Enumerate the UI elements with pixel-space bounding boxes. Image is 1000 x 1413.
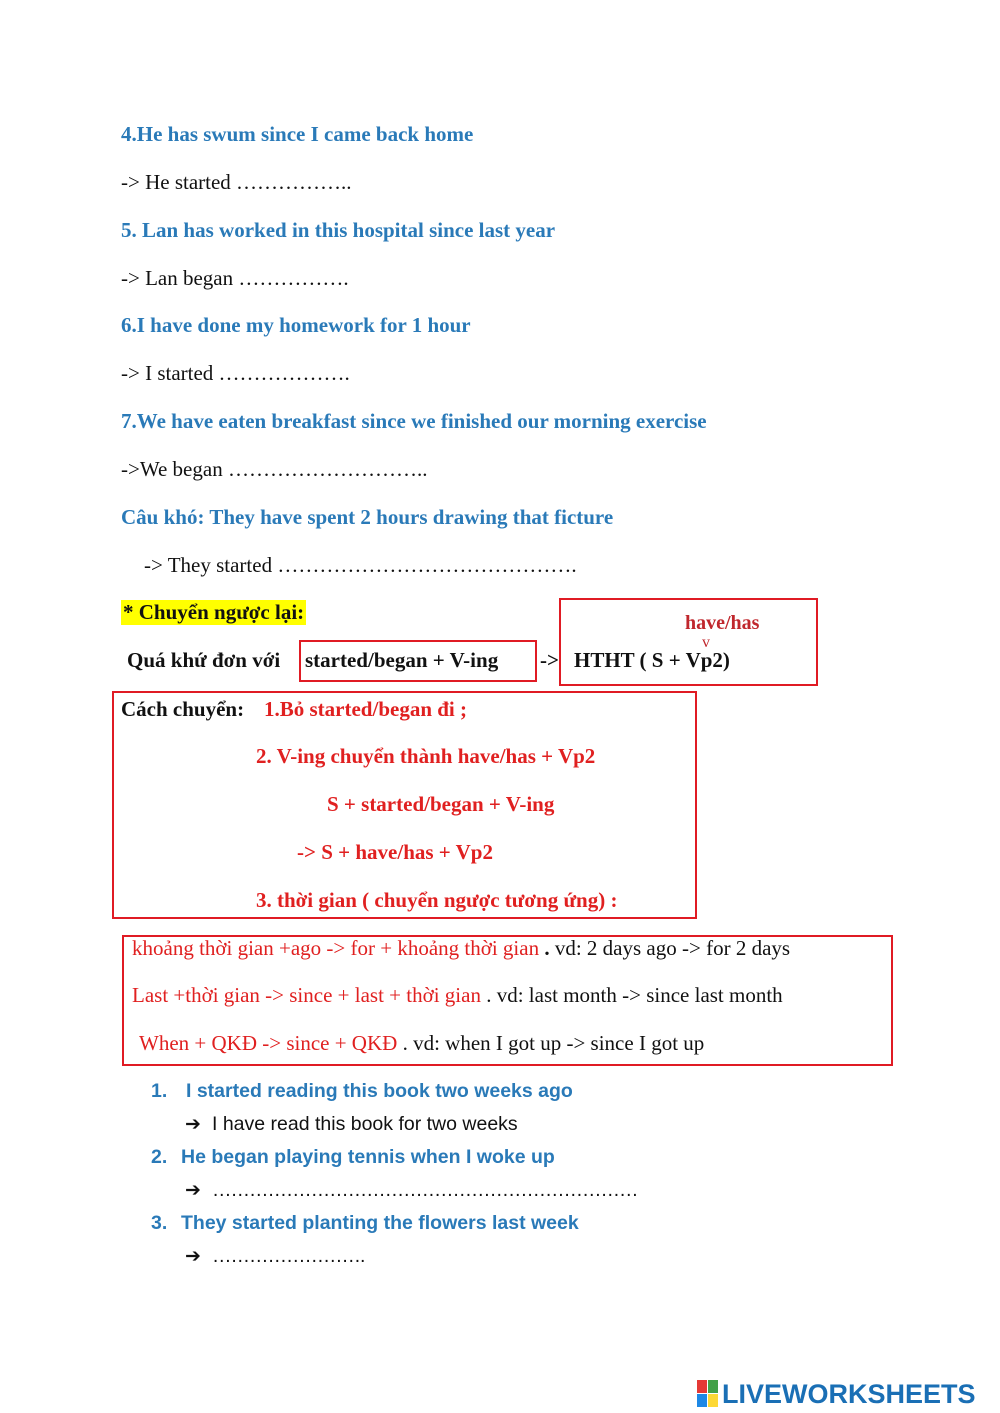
exercise-1-prompt: I started reading this book two weeks ago xyxy=(186,1080,573,1102)
exercise-1-number: 1. xyxy=(151,1080,168,1102)
method-label: Cách chuyển: xyxy=(121,697,245,721)
caret-mark: v xyxy=(702,634,710,651)
time-rule-sep: . xyxy=(539,936,555,960)
time-rule-example: vd: 2 days ago -> for 2 days xyxy=(554,936,791,960)
arrow-icon: ➔ xyxy=(185,1180,201,1201)
method-pattern-to: -> S + have/has + Vp2 xyxy=(297,840,493,864)
arrow-icon: ➔ xyxy=(185,1246,201,1267)
time-rule-example: vd: when I got up -> since I got up xyxy=(413,1031,705,1055)
time-rule-example: vd: last month -> since last month xyxy=(496,983,783,1007)
brand-name: LIVEWORKSHEETS xyxy=(722,1378,976,1409)
method-step-3: 3. thời gian ( chuyển ngược tương ứng) : xyxy=(256,888,618,912)
formula-prefix: Quá khứ đơn với xyxy=(127,648,281,672)
brand-badge-icon xyxy=(697,1380,718,1407)
time-rule-sep: . xyxy=(480,983,497,1007)
question-4-answer: -> He started …………….. xyxy=(121,170,352,194)
question-5-answer: -> Lan began ……………. xyxy=(121,266,349,290)
time-rule-row xyxy=(139,1031,704,1056)
question-5-prompt: 5. Lan has worked in this hospital since last year xyxy=(121,218,556,242)
time-rule-text: Last +thời gian -> since + last + thời gian xyxy=(132,983,481,1007)
time-rule-row xyxy=(132,983,783,1008)
method-pattern-from: S + started/began + V-ing xyxy=(327,792,555,816)
question-hard-prompt: Câu khó: They have spent 2 hours drawing that ficture xyxy=(121,505,614,529)
question-6-prompt: 6.I have done my homework for 1 hour xyxy=(121,313,471,337)
question-7-answer: ->We began ……………………….. xyxy=(121,457,428,481)
exercise-2-prompt: He began playing tennis when I woke up xyxy=(181,1146,555,1168)
method-step-2: 2. V-ing chuyển thành have/has + Vp2 xyxy=(256,744,596,768)
time-rule-sep: . xyxy=(397,1031,414,1055)
arrow-icon: ➔ xyxy=(185,1114,201,1135)
question-hard-answer: -> They started ……………………………………. xyxy=(144,553,577,577)
exercise-1-answer: I have read this book for two weeks xyxy=(212,1113,518,1135)
question-7-prompt: 7.We have eaten breakfast since we finished our morning exercise xyxy=(121,409,707,433)
exercise-2-answer-blank[interactable]: …………………………………………………………… xyxy=(212,1179,638,1201)
time-rule-text: When + QKĐ -> since + QKĐ xyxy=(139,1031,398,1055)
question-4-prompt: 4.He has swum since I came back home xyxy=(121,122,474,146)
question-6-answer: -> I started ………………. xyxy=(121,361,350,385)
exercise-2-number: 2. xyxy=(151,1146,168,1168)
exercise-3-answer-blank[interactable]: ……………………. xyxy=(212,1245,365,1267)
formula-boxed-text: started/began + V-ing xyxy=(305,648,499,672)
exercise-3-prompt: They started planting the flowers last week xyxy=(181,1212,579,1234)
method-step-1: 1.Bỏ started/began đi ; xyxy=(264,697,468,721)
htht-formula: HTHT ( S + Vp2) xyxy=(574,648,730,672)
reverse-heading: * Chuyển ngược lại: xyxy=(123,600,305,624)
brand-logo[interactable] xyxy=(697,1378,976,1409)
have-has-label: have/has xyxy=(685,612,760,634)
time-rule-text: khoảng thời gian +ago -> for + khoảng thời gian xyxy=(132,936,540,960)
formula-arrow: -> xyxy=(540,648,559,672)
exercise-3-number: 3. xyxy=(151,1212,168,1234)
time-rule-row xyxy=(132,936,790,961)
